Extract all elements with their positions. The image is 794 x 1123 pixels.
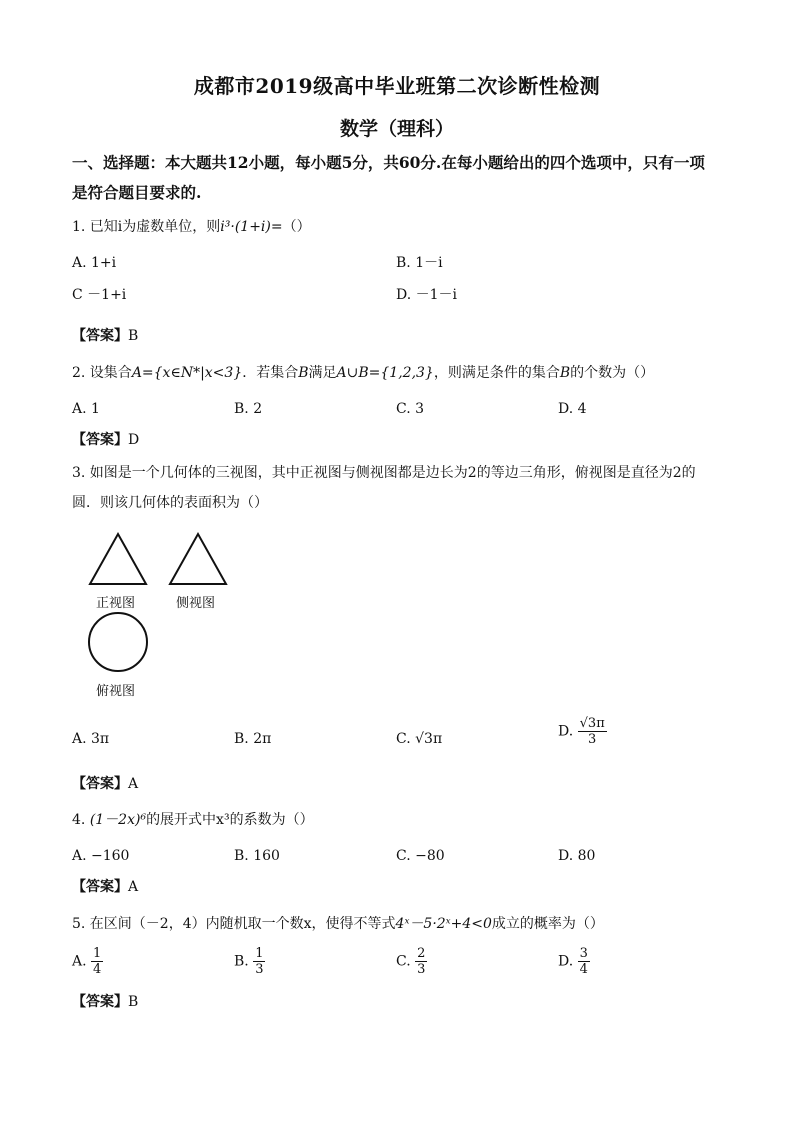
q5-answer-value: B: [128, 994, 139, 1010]
q3-answer-value: A: [128, 776, 139, 792]
q1-text-a: 1. 已知i为虚数单位，则: [72, 219, 221, 235]
q1-answer-tag: 【答案】: [72, 328, 128, 344]
q5-option-b-denominator: 3: [255, 962, 264, 977]
q5-text-a: 5. 在区间（－2，4）内随机取一个数x，使得不等式: [72, 916, 396, 932]
q4-text-a: 4.: [72, 812, 86, 828]
front-view-triangle: [90, 534, 146, 584]
q2-option-c: C. 3: [396, 401, 425, 417]
q2-option-d: D. 4: [558, 401, 587, 417]
top-view-label: 俯视图: [96, 684, 136, 699]
question-3-line1: 3. 如图是一个几何体的三视图，其中正视图与侧视图都是边长为2的等边三角形，俯视图是直径为2的: [72, 465, 696, 481]
section-heading: [72, 148, 732, 208]
top-view-circle: [89, 613, 147, 671]
q3-option-d: [558, 716, 607, 747]
q5-option-a-fraction: [91, 946, 103, 977]
q5-option-c: [396, 946, 427, 977]
q2-union: A∪B={1,2,3}: [336, 365, 434, 381]
q2-text-d: ，则满足条件的集合: [433, 365, 560, 381]
q3-answer: [72, 773, 138, 795]
q5-option-d-numerator: 3: [579, 946, 588, 961]
q3-option-d-numerator: √3π: [579, 716, 605, 731]
q1-option-b: B. 1－i: [396, 255, 443, 271]
q4-option-a: A. −160: [72, 848, 130, 864]
q2-option-b: B. 2: [234, 401, 263, 417]
q5-option-c-numerator: 2: [417, 946, 426, 961]
q5-option-d-fraction: [578, 946, 590, 977]
q5-ineq: 4ˣ－5·2ˣ+4<0: [395, 916, 492, 932]
q3-option-d-denominator: 3: [588, 732, 597, 747]
q2-text-b: ．若集合: [242, 365, 299, 381]
page-subtitle: 数学（理科）: [339, 118, 454, 140]
q1-answer-value: B: [128, 328, 139, 344]
q3-option-a: A. 3π: [72, 731, 110, 747]
q5-option-d-label: D.: [558, 953, 574, 970]
q2-answer-tag: 【答案】: [72, 432, 128, 448]
q5-option-c-denominator: 3: [417, 962, 426, 977]
question-4: [72, 809, 314, 831]
q3-answer-tag: 【答案】: [72, 776, 128, 792]
q3-option-d-label: D.: [558, 723, 574, 740]
q1-option-c: C －1+i: [72, 287, 127, 303]
q1-option-a: A. 1+i: [72, 255, 117, 271]
q4-answer: [72, 876, 138, 898]
side-view-label: 侧视图: [176, 596, 216, 611]
q2-set-b-name: B: [298, 365, 309, 381]
q4-answer-value: A: [128, 879, 139, 895]
q5-option-a-numerator: 1: [93, 946, 102, 961]
q5-option-a: [72, 946, 103, 977]
q5-option-b: [234, 946, 265, 977]
q5-option-d-denominator: 4: [579, 962, 588, 977]
q2-set-a: A={x∈N*|x<3}: [131, 365, 243, 381]
q4-answer-tag: 【答案】: [72, 879, 128, 895]
q1-option-d: D. －1－i: [396, 287, 458, 303]
q5-option-b-label: B.: [234, 953, 249, 970]
q4-expr: (1－2x)⁶: [89, 812, 147, 828]
question-3-line2: 圆．则该几何体的表面积为（）: [72, 495, 268, 511]
q5-option-a-label: A.: [72, 953, 87, 970]
q4-text-b: 的展开式中x³的系数为（）: [146, 812, 314, 828]
q3-option-b: B. 2π: [234, 731, 272, 747]
section-heading-line1: 一、选择题：本大题共12小题，每小题5分，共60分.在每小题给出的四个选项中，只有一项: [72, 153, 705, 172]
q5-option-c-label: C.: [396, 953, 411, 970]
q5-option-b-fraction: [253, 946, 265, 977]
q5-option-d: [558, 946, 590, 977]
q2-answer: [72, 429, 139, 451]
q2-text-e: 的个数为（）: [570, 365, 655, 381]
side-view-triangle: [170, 534, 226, 584]
q4-option-c: C. −80: [396, 848, 445, 864]
q1-expr: i³·(1+i): [220, 219, 271, 235]
q5-option-a-denominator: 4: [93, 962, 102, 977]
q3-option-c: C. √3π: [396, 731, 443, 747]
question-1: [72, 216, 311, 238]
section-heading-line2: 是符合题目要求的.: [72, 183, 202, 202]
q2-text-a: 2. 设集合: [72, 365, 132, 381]
page-title: 成都市2019级高中毕业班第二次诊断性检测: [193, 74, 601, 98]
q1-text-b: =（）: [270, 219, 311, 235]
q5-option-b-numerator: 1: [255, 946, 264, 961]
question-5: [72, 913, 604, 935]
q3-option-d-fraction: [578, 716, 607, 747]
q1-answer: [72, 325, 138, 347]
q5-text-b: 成立的概率为（）: [491, 916, 604, 932]
q5-option-c-fraction: [415, 946, 427, 977]
question-2: [72, 362, 654, 384]
front-view-label: 正视图: [96, 596, 136, 611]
q5-answer: [72, 991, 138, 1013]
q2-text-c: 满足: [308, 365, 337, 381]
q2-set-b-name-2: B: [559, 365, 571, 381]
q4-option-b: B. 160: [234, 848, 280, 864]
q2-answer-value: D: [128, 432, 140, 448]
q5-answer-tag: 【答案】: [72, 994, 128, 1010]
q2-option-a: A. 1: [72, 401, 100, 417]
q4-option-d: D. 80: [558, 848, 596, 864]
